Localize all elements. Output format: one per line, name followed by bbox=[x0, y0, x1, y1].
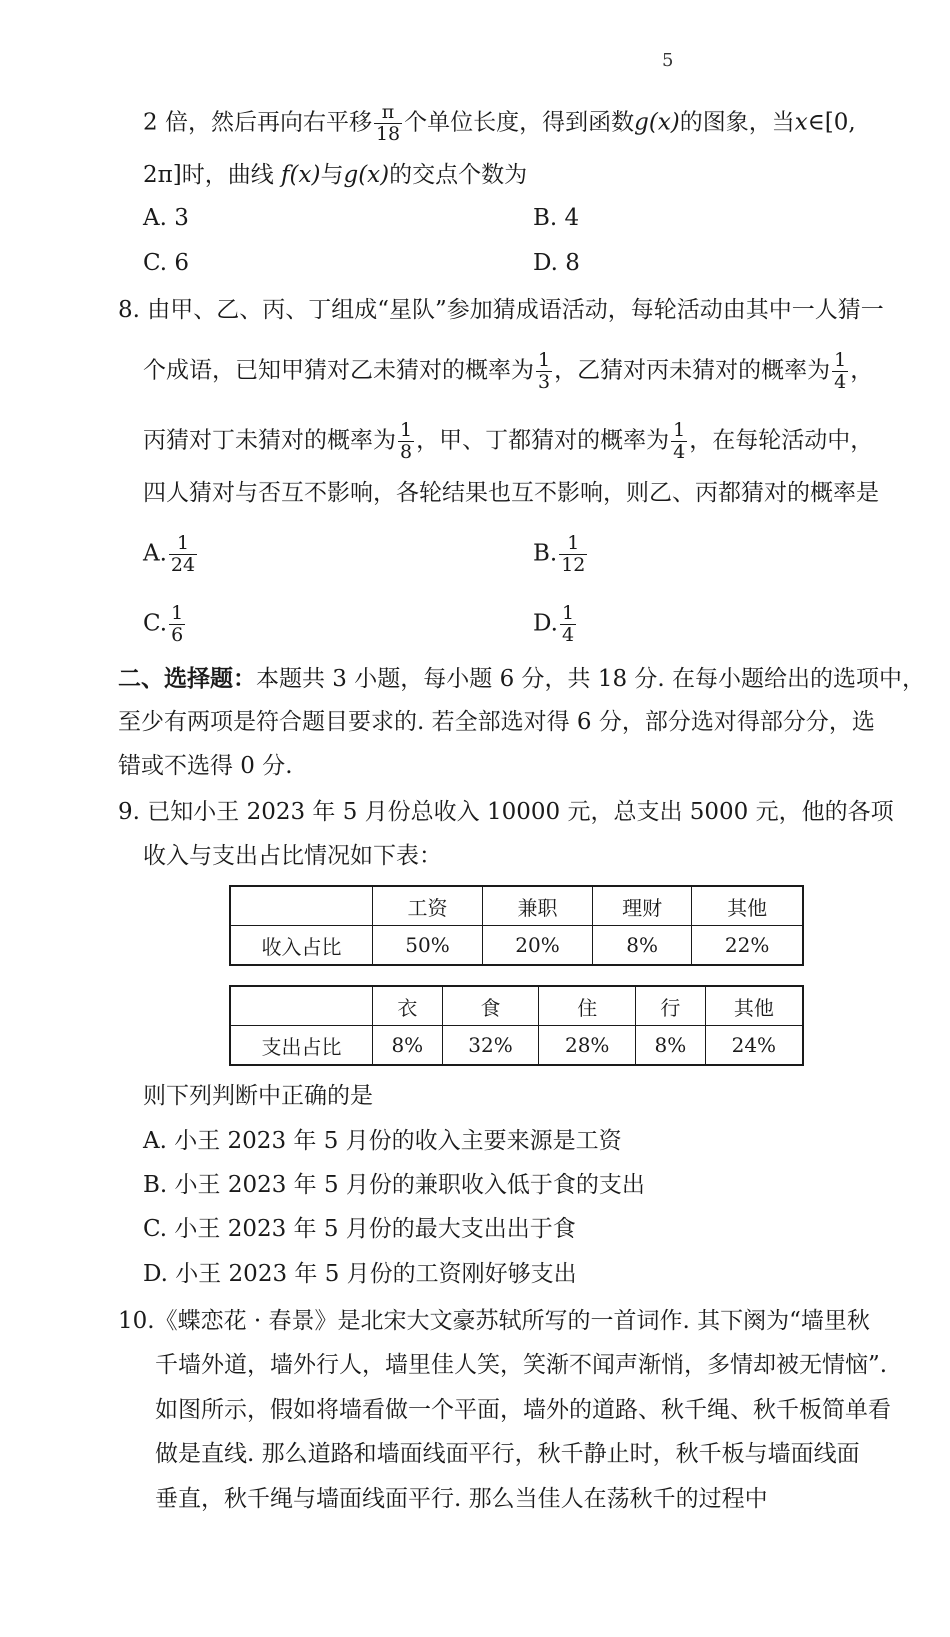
q8-option-b bbox=[533, 533, 589, 576]
fraction-numerator: 1 bbox=[561, 602, 575, 624]
fraction-denominator: 12 bbox=[561, 554, 586, 576]
fraction-numerator: 1 bbox=[169, 533, 197, 555]
fraction bbox=[398, 420, 414, 463]
table-cell: 8% bbox=[373, 1026, 443, 1066]
fraction bbox=[536, 350, 552, 393]
q9-prompt: 则下列判断中正确的是 bbox=[143, 1083, 373, 1109]
fraction-numerator: 1 bbox=[538, 349, 551, 371]
fraction bbox=[671, 420, 687, 463]
table-cell: 8% bbox=[636, 1026, 706, 1066]
q7-text: ∈[0, bbox=[807, 109, 856, 136]
table-header-cell: 住 bbox=[539, 986, 636, 1026]
table-cell: 50% bbox=[373, 926, 483, 966]
table-cell: 32% bbox=[442, 1026, 539, 1066]
q8-text: ，乙猜对丙未猜对的概率为 bbox=[554, 357, 831, 384]
q7-text: 个单位长度，得到函数 bbox=[404, 109, 635, 136]
fraction bbox=[374, 102, 402, 145]
table-cell: 20% bbox=[483, 926, 593, 966]
table-cell: 22% bbox=[692, 926, 803, 966]
q8-text: 个成语，已知甲猜对乙未猜对的概率为 bbox=[143, 357, 534, 384]
q8-option-d bbox=[533, 603, 578, 646]
fraction-numerator: 1 bbox=[673, 419, 686, 441]
table-header-cell: 理财 bbox=[593, 886, 692, 926]
table-row-label: 收入占比 bbox=[230, 926, 373, 966]
math-g: g(x) bbox=[634, 109, 680, 136]
table-header-cell: 其他 bbox=[692, 886, 803, 926]
fraction bbox=[559, 533, 587, 576]
q8-line-2 bbox=[143, 350, 873, 393]
q8-line-1: 8. 由甲、乙、丙、丁组成“星队”参加猜成语活动，每轮活动由其中一人猜一 bbox=[118, 297, 884, 323]
q7-option-b: B. 4 bbox=[533, 205, 580, 231]
fraction bbox=[832, 350, 848, 393]
section-2-title: 二、选择题： bbox=[118, 665, 256, 692]
q8-text: ， bbox=[850, 357, 874, 384]
table-header-cell: 其他 bbox=[705, 986, 803, 1026]
math-g: g(x) bbox=[343, 162, 390, 188]
table-cell bbox=[230, 886, 373, 926]
option-label: B. bbox=[533, 540, 558, 567]
q7-line-2 bbox=[143, 160, 527, 190]
q8-option-a bbox=[143, 533, 199, 576]
fraction-denominator: 4 bbox=[673, 441, 686, 463]
table-row bbox=[230, 1026, 803, 1066]
table-header-cell: 兼职 bbox=[483, 886, 593, 926]
fraction-denominator: 18 bbox=[375, 123, 401, 145]
q7-option-a: A. 3 bbox=[143, 205, 189, 231]
option-label: A. bbox=[143, 540, 167, 567]
math-x: x bbox=[794, 109, 808, 136]
math-f: f(x) bbox=[281, 162, 321, 188]
fraction-denominator: 8 bbox=[400, 441, 413, 463]
q8-text: 丙猜对丁未猜对的概率为 bbox=[143, 427, 396, 454]
q7-line-1 bbox=[143, 102, 856, 145]
q9-line-2: 收入与支出占比情况如下表： bbox=[143, 843, 442, 869]
q7-text: 2π]时，曲线 bbox=[143, 162, 274, 188]
fraction bbox=[169, 603, 185, 646]
table-cell: 8% bbox=[593, 926, 692, 966]
fraction-denominator: 6 bbox=[171, 624, 184, 646]
option-label: C. bbox=[143, 610, 168, 637]
table-row bbox=[230, 926, 803, 966]
section-2-line-1 bbox=[118, 664, 925, 694]
q9-option-d: D. 小王 2023 年 5 月份的工资刚好够支出 bbox=[143, 1261, 577, 1287]
fraction-denominator: 3 bbox=[538, 371, 551, 393]
q10-line-2: 千墙外道，墙外行人，墙里佳人笑，笑渐不闻声渐悄，多情却被无情恼”. bbox=[155, 1352, 888, 1378]
q7-text: 的交点个数为 bbox=[389, 162, 528, 188]
fraction-numerator: 1 bbox=[834, 349, 847, 371]
q9-option-b: B. 小王 2023 年 5 月份的兼职收入低于食的支出 bbox=[143, 1172, 645, 1198]
q8-text: ，甲、丁都猜对的概率为 bbox=[416, 427, 670, 454]
q8-option-c bbox=[143, 603, 187, 646]
fraction-numerator: 1 bbox=[559, 533, 587, 555]
table-header-row bbox=[230, 886, 803, 926]
q9-line-1: 9. 已知小王 2023 年 5 月份总收入 10000 元，总支出 5000 元，他的各项 bbox=[118, 799, 894, 825]
income-table bbox=[229, 885, 804, 966]
q7-text: 的图象，当 bbox=[679, 109, 795, 136]
q7-text: 2 倍，然后再向右平移 bbox=[143, 109, 372, 136]
q8-line-3 bbox=[143, 420, 873, 463]
table-row-label: 支出占比 bbox=[230, 1026, 373, 1066]
section-2-line-2: 至少有两项是符合题目要求的. 若全部选对得 6 分，部分选对得部分分，选 bbox=[118, 709, 875, 735]
q10-line-5: 垂直，秋千绳与墙面线面平行. 那么当佳人在荡秋千的过程中 bbox=[155, 1486, 768, 1512]
table-header-row bbox=[230, 986, 803, 1026]
fraction-numerator: π bbox=[374, 102, 402, 124]
q7-option-d: D. 8 bbox=[533, 250, 580, 276]
fraction-numerator: 1 bbox=[400, 419, 413, 441]
table-header-cell: 食 bbox=[442, 986, 539, 1026]
section-2-text: 本题共 3 小题，每小题 6 分，共 18 分. 在每小题给出的选项中， bbox=[256, 666, 926, 692]
q7-text: 与 bbox=[320, 162, 344, 188]
q9-option-c: C. 小王 2023 年 5 月份的最大支出出于食 bbox=[143, 1216, 576, 1242]
table-cell: 24% bbox=[705, 1026, 803, 1066]
fraction bbox=[560, 603, 576, 646]
table-cell: 28% bbox=[539, 1026, 636, 1066]
fraction-denominator: 4 bbox=[834, 371, 847, 393]
q10-line-1: 10.《蝶恋花 · 春景》是北宋大文豪苏轼所写的一首词作. 其下阕为“墙里秋 bbox=[118, 1308, 870, 1334]
q10-line-3: 如图所示，假如将墙看做一个平面，墙外的道路、秋千绳、秋千板简单看 bbox=[155, 1397, 891, 1423]
table-header-cell: 工资 bbox=[373, 886, 483, 926]
table-cell bbox=[230, 986, 373, 1026]
expense-table bbox=[229, 985, 804, 1066]
table-header-cell: 衣 bbox=[373, 986, 443, 1026]
q8-line-4: 四人猜对与否互不影响，各轮结果也互不影响，则乙、丙都猜对的概率是 bbox=[143, 480, 879, 506]
option-label: D. bbox=[533, 610, 558, 637]
q7-option-c: C. 6 bbox=[143, 250, 190, 276]
fraction-denominator: 24 bbox=[170, 554, 196, 576]
q10-line-4: 做是直线. 那么道路和墙面线面平行，秋千静止时，秋千板与墙面线面 bbox=[155, 1441, 860, 1467]
fraction-denominator: 4 bbox=[561, 624, 575, 646]
section-2-line-3: 错或不选得 0 分. bbox=[118, 753, 293, 779]
table-header-cell: 行 bbox=[636, 986, 706, 1026]
fraction bbox=[169, 533, 197, 576]
fraction-numerator: 1 bbox=[171, 602, 184, 624]
q9-option-a: A. 小王 2023 年 5 月份的收入主要来源是工资 bbox=[143, 1128, 622, 1154]
page-number: 5 bbox=[662, 50, 674, 71]
q8-text: ，在每轮活动中， bbox=[689, 427, 874, 454]
